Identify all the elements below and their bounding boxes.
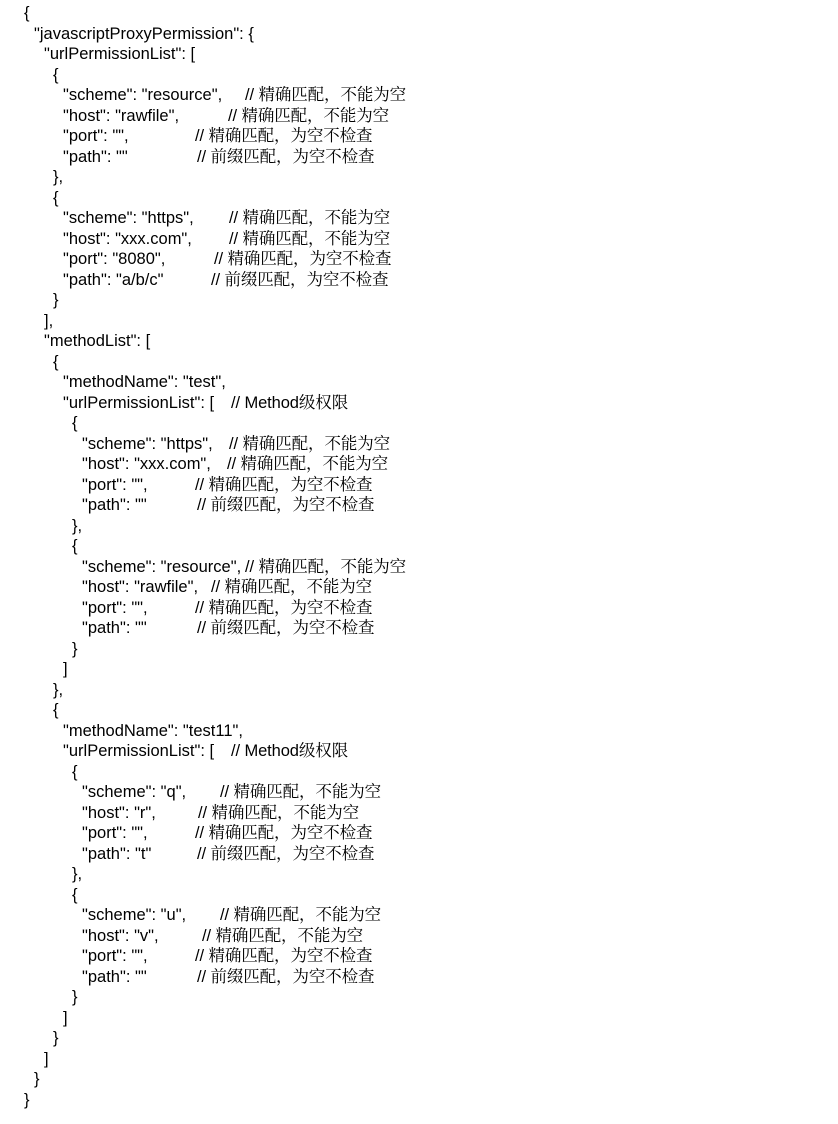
- code-line: [0, 495, 838, 516]
- code-text: "urlPermissionList": [: [63, 393, 215, 412]
- code-line: [0, 311, 838, 332]
- code-comment: // 精确匹配，为空不检查: [214, 250, 392, 268]
- code-text: }: [72, 988, 78, 1006]
- code-line: [0, 331, 838, 352]
- code-comment: // 前缀匹配，为空不检查: [197, 619, 375, 637]
- code-line: [0, 3, 838, 24]
- code-text: "scheme": "resource",: [63, 86, 223, 104]
- code-line: [0, 782, 838, 803]
- code-comment: // 精确匹配，不能为空: [202, 926, 364, 945]
- code-comment: // 前缀匹配，为空不检查: [197, 967, 375, 986]
- code-text: {: [53, 701, 59, 719]
- code-text: "javascriptProxyPermission": {: [34, 24, 254, 43]
- code-text: }: [72, 639, 78, 658]
- code-line: [0, 65, 838, 86]
- code-line: [0, 844, 838, 865]
- code-comment: // 精确匹配，不能为空: [245, 557, 407, 576]
- code-comment: // 精确匹配，为空不检查: [195, 127, 373, 145]
- code-text: },: [72, 516, 83, 535]
- code-comment: // 前缀匹配，为空不检查: [197, 844, 375, 863]
- code-line: [0, 700, 838, 721]
- code-line: [0, 249, 838, 270]
- code-text: "port": "",: [63, 127, 129, 145]
- code-line: [0, 229, 838, 250]
- code-line: [0, 413, 838, 434]
- code-line: [0, 188, 838, 209]
- code-text: {: [72, 537, 78, 555]
- code-comment: // 前缀匹配，为空不检查: [211, 270, 389, 289]
- code-line: [0, 372, 838, 393]
- code-line: [0, 516, 838, 537]
- code-text: {: [24, 4, 30, 22]
- code-line: [0, 1028, 838, 1049]
- code-text: "scheme": "resource",: [82, 557, 242, 576]
- code-text: "urlPermissionList": [: [44, 45, 196, 63]
- code-comment: // 精确匹配，为空不检查: [195, 598, 373, 617]
- code-line: [0, 823, 838, 844]
- code-line: [0, 885, 838, 906]
- code-line: [0, 721, 838, 742]
- code-comment: // 前缀匹配，为空不检查: [197, 147, 375, 166]
- code-comment: // 精确匹配，不能为空: [229, 209, 391, 227]
- code-comment: // 精确匹配，不能为空: [198, 803, 360, 822]
- code-comment: // 前缀匹配，为空不检查: [197, 496, 375, 514]
- code-line: [0, 680, 838, 701]
- code-comment: // Method级权限: [231, 393, 349, 412]
- code-line: [0, 208, 838, 229]
- code-comment: // 精确匹配，不能为空: [229, 229, 391, 248]
- code-line: [0, 85, 838, 106]
- code-line: [0, 1069, 838, 1090]
- code-text: }: [53, 291, 59, 309]
- code-comment: // 精确匹配，不能为空: [227, 455, 389, 473]
- code-line: [0, 905, 838, 926]
- code-comment: // 精确匹配，不能为空: [229, 434, 391, 453]
- code-text: ]: [63, 1008, 68, 1027]
- code-text: "port": "",: [82, 475, 148, 494]
- code-line: [0, 352, 838, 373]
- code-comment: // 精确匹配，不能为空: [220, 783, 382, 801]
- code-line: [0, 147, 838, 168]
- code-line: [0, 946, 838, 967]
- code-text: {: [53, 188, 59, 207]
- code-line: [0, 454, 838, 475]
- code-text: "urlPermissionList": [: [63, 742, 215, 760]
- code-line: [0, 393, 838, 414]
- code-line: [0, 167, 838, 188]
- code-comment: // 精确匹配，为空不检查: [195, 824, 373, 842]
- code-line: [0, 24, 838, 45]
- code-text: }: [24, 1090, 30, 1109]
- code-text: "methodList": [: [44, 332, 151, 350]
- code-text: },: [72, 865, 83, 883]
- code-text: ]: [63, 660, 68, 678]
- code-text: "path": "": [82, 967, 147, 986]
- code-line: [0, 126, 838, 147]
- code-line: [0, 106, 838, 127]
- code-line: [0, 1090, 838, 1111]
- code-text: "port": "",: [82, 598, 148, 617]
- code-text: "methodName": "test",: [63, 373, 226, 391]
- code-line: [0, 987, 838, 1008]
- code-text: {: [53, 65, 59, 84]
- code-comment: // 精确匹配，不能为空: [220, 906, 382, 924]
- code-text: "path": "": [82, 496, 147, 514]
- code-line: [0, 639, 838, 660]
- code-text: }: [53, 1029, 59, 1047]
- code-line: [0, 803, 838, 824]
- code-text: "host": "rawfile",: [82, 578, 199, 596]
- code-line: [0, 741, 838, 762]
- code-text: "host": "xxx.com",: [63, 229, 192, 248]
- code-comment: // 精确匹配，不能为空: [245, 86, 407, 104]
- code-line: [0, 475, 838, 496]
- code-text: {: [72, 762, 78, 781]
- code-text: "host": "rawfile",: [63, 106, 180, 125]
- code-line: [0, 290, 838, 311]
- code-line: [0, 1008, 838, 1029]
- code-line: [0, 270, 838, 291]
- code-line: [0, 1049, 838, 1070]
- code-line: [0, 659, 838, 680]
- code-line: [0, 762, 838, 783]
- code-line: [0, 618, 838, 639]
- code-text: "scheme": "u",: [82, 906, 187, 924]
- code-text: "path": "": [63, 147, 128, 166]
- code-text: "path": "": [82, 619, 147, 637]
- code-text: "scheme": "q",: [82, 783, 187, 801]
- code-line: [0, 44, 838, 65]
- code-text: "path": "a/b/c": [63, 270, 164, 289]
- code-text: ]: [44, 1049, 49, 1068]
- code-text: },: [53, 680, 64, 699]
- code-line: [0, 967, 838, 988]
- code-line: [0, 557, 838, 578]
- code-text: ],: [44, 311, 54, 330]
- code-text: "scheme": "https",: [63, 209, 194, 227]
- code-line: [0, 577, 838, 598]
- code-text: "host": "v",: [82, 926, 159, 945]
- code-text: "scheme": "https",: [82, 434, 213, 453]
- code-comment: // 精确匹配，不能为空: [228, 106, 390, 125]
- code-line: [0, 434, 838, 455]
- json-code-document: [0, 3, 838, 1110]
- code-line: [0, 864, 838, 885]
- code-comment: // 精确匹配，为空不检查: [195, 475, 373, 494]
- code-comment: // Method级权限: [231, 742, 349, 760]
- code-text: {: [53, 352, 59, 371]
- code-text: "port": "",: [82, 947, 148, 965]
- code-comment: // 精确匹配，为空不检查: [195, 947, 373, 965]
- code-text: "host": "xxx.com",: [82, 455, 211, 473]
- code-comment: // 精确匹配，不能为空: [211, 578, 373, 596]
- code-text: "port": "8080",: [63, 250, 166, 268]
- code-text: {: [72, 414, 78, 432]
- code-text: "path": "t": [82, 844, 152, 863]
- code-text: {: [72, 885, 78, 904]
- code-line: [0, 926, 838, 947]
- code-text: "host": "r",: [82, 803, 156, 822]
- code-text: "port": "",: [82, 824, 148, 842]
- code-line: [0, 598, 838, 619]
- code-line: [0, 536, 838, 557]
- code-text: }: [34, 1070, 40, 1088]
- code-text: },: [53, 168, 64, 186]
- code-text: "methodName": "test11",: [63, 721, 243, 740]
